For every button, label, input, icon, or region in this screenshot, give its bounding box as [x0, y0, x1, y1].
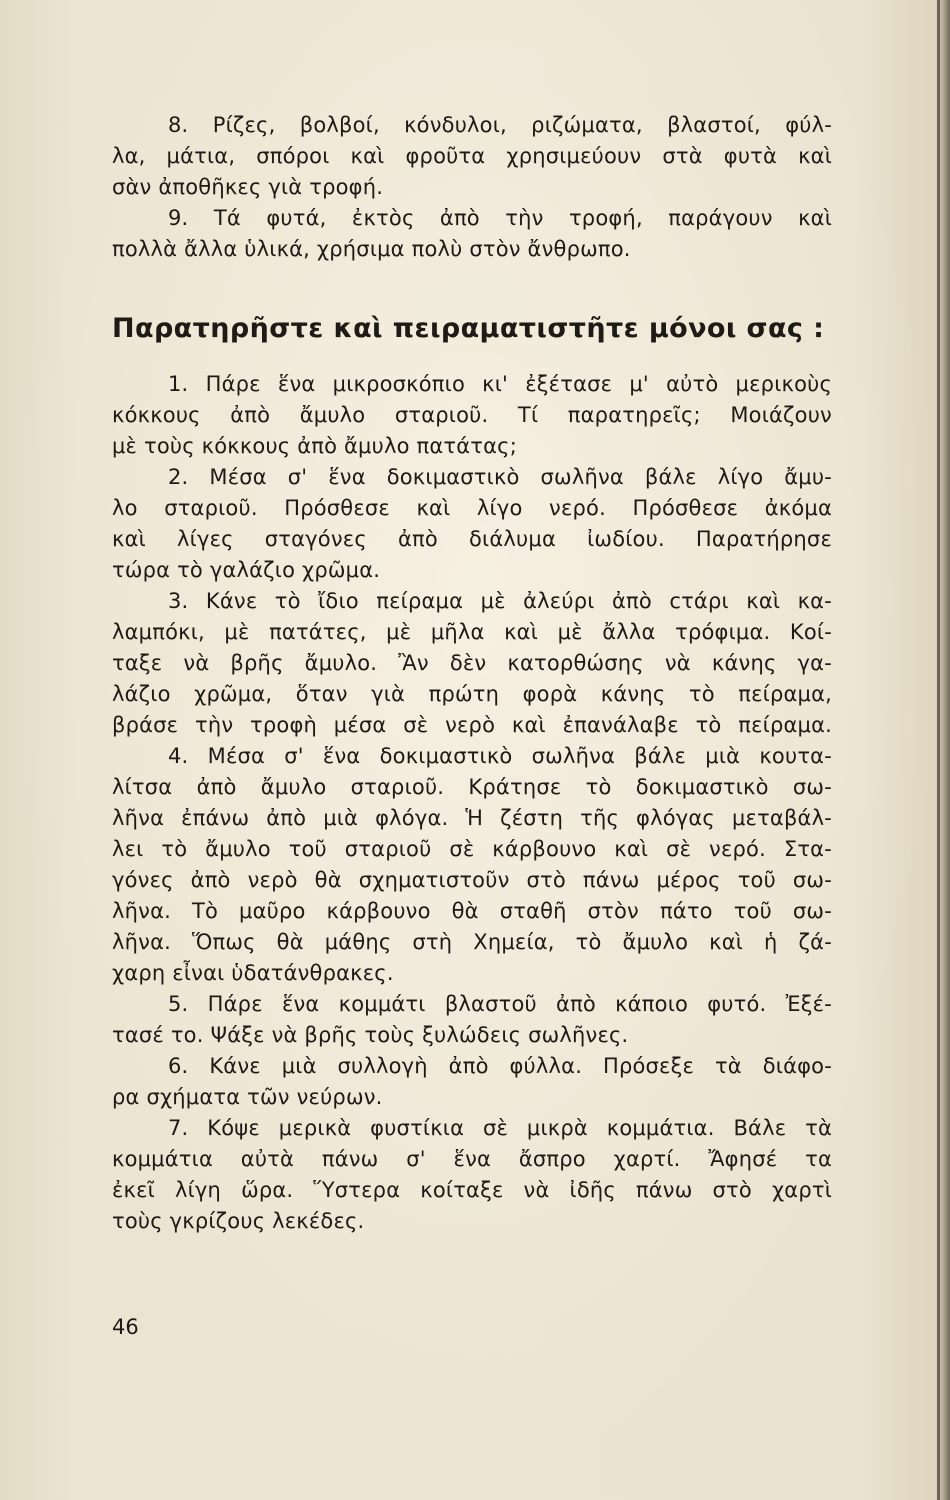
text-line: λει τὸ ἄμυλο τοῦ σταριοῦ σὲ κάρβουνο καὶ σὲ νερό. Στα- — [112, 837, 832, 861]
page-number: 46 — [112, 1315, 139, 1339]
text-line: τώρα τὸ γαλάζιο χρῶμα. — [112, 558, 381, 582]
text-line: λάζιο χρῶμα, ὅταν γιὰ πρώτη φορὰ κάνης τὸ πείραμα, — [112, 682, 832, 706]
text-line: λο σταριοῦ. Πρόσθεσε καὶ λίγο νερό. Πρόσθεσε ἀκόμα — [112, 496, 832, 520]
page-spine-edge — [937, 0, 940, 1500]
text-line: ρα σχήματα τῶν νεύρων. — [112, 1085, 383, 1109]
text-line: λα, μάτια, σπόροι καὶ φροῦτα χρησιμεύουν στὰ φυτὰ καὶ — [112, 144, 832, 168]
text-line: λίτσα ἀπὸ ἄμυλο σταριοῦ. Κράτησε τὸ δοκιμαστικὸ σω- — [112, 775, 832, 799]
text-line: τασέ το. Ψάξε νὰ βρῆς τοὺς ξυλώδεις σωλῆνες. — [112, 1023, 629, 1047]
text-line: τοὺς γκρίζους λεκέδες. — [112, 1209, 365, 1233]
text-line: λῆνα. Ὅπως θὰ μάθης στὴ Χημεία, τὸ ἄμυλο καὶ ἡ ζά- — [112, 930, 832, 954]
text-line: μὲ τοὺς κόκκους ἀπὸ ἄμυλο πατάτας; — [112, 434, 517, 458]
text-line: λαμπόκι, μὲ πατάτες, μὲ μῆλα καὶ μὲ ἄλλα τρόφιμα. Κοί- — [112, 620, 832, 644]
text-line: ἐκεῖ λίγη ὥρα. Ὕστερα κοίταξε νὰ ἰδῆς πάνω στὸ χαρτὶ — [112, 1178, 832, 1202]
text-line: βράσε τὴν τροφὴ μέσα σὲ νερὸ καὶ ἐπανάλαβε τὸ πείραμα. — [112, 713, 832, 737]
text-line: λῆνα. Τὸ μαῦρο κάρβουνο θὰ σταθῆ στὸν πάτο τοῦ σω- — [112, 899, 832, 923]
page-text — [112, 110, 832, 1237]
text-line: γόνες ἀπὸ νερὸ θὰ σχηματιστοῦν στὸ πάνω μέρος τοῦ σω- — [112, 868, 832, 892]
text-line: 7. Κόψε μερικὰ φυστίκια σὲ μικρὰ κομμάτια. Βάλε τὰ — [168, 1116, 832, 1140]
text-line: 9. Τά φυτά, ἐκτὸς ἀπὸ τὴν τροφή, παράγουν καὶ — [168, 206, 832, 230]
text-line: 1. Πάρε ἕνα μικροσκόπιο κι' ἐξέτασε μ' αὐτὸ μερικοὺς — [168, 372, 832, 396]
text-line: 8. Ρίζες, βολβοί, κόνδυλοι, ριζώματα, βλαστοί, φύλ- — [168, 113, 832, 137]
text-line: 4. Μέσα σ' ἕνα δοκιμαστικὸ σωλῆνα βάλε μιὰ κουτα- — [168, 744, 832, 768]
text-line: λῆνα ἐπάνω ἀπὸ μιὰ φλόγα. Ἡ ζέστη τῆς φλόγας μεταβάλ- — [112, 806, 832, 830]
text-line: 3. Κάνε τὸ ἴδιο πείραμα μὲ ἀλεύρι ἀπὸ ϲτάρι καὶ κα- — [168, 589, 832, 613]
text-line: κομμάτια αὐτὰ πάνω σ' ἕνα ἄσπρο χαρτί. Ἄφησέ τα — [112, 1147, 832, 1171]
text-line: ταξε νὰ βρῆς ἄμυλο. Ἂν δὲν κατορθώσης νὰ κάνης γα- — [112, 651, 832, 675]
text-line: 6. Κάνε μιὰ συλλογὴ ἀπὸ φύλλα. Πρόσεξε τὰ διάφο- — [168, 1054, 832, 1078]
text-line: 5. Πάρε ἕνα κομμάτι βλαστοῦ ἀπὸ κάποιο φυτό. Ἐξέ- — [168, 992, 832, 1016]
text-line: κόκκους ἀπὸ ἄμυλο σταριοῦ. Τί παρατηρεῖς; Μοιάζουν — [112, 403, 832, 427]
text-line: καὶ λίγες σταγόνες ἀπὸ διάλυμα ἰωδίου. Παρατήρησε — [112, 527, 832, 551]
text-line: 2. Μέσα σ' ἕνα δοκιμαστικὸ σωλῆνα βάλε λίγο ἄμυ- — [168, 465, 832, 489]
text-line: σὰν ἀποθῆκες γιὰ τροφή. — [112, 175, 384, 199]
section-heading: Παρατηρῆστε καὶ πειραματιστῆτε μόνοι σας : — [112, 313, 825, 344]
text-line: πολλὰ ἄλλα ὑλικά, χρήσιμα πολὺ στὸν ἄνθρωπο. — [112, 237, 631, 261]
text-line: χαρη εἶναι ὑδατάνθρακες. — [112, 961, 394, 985]
